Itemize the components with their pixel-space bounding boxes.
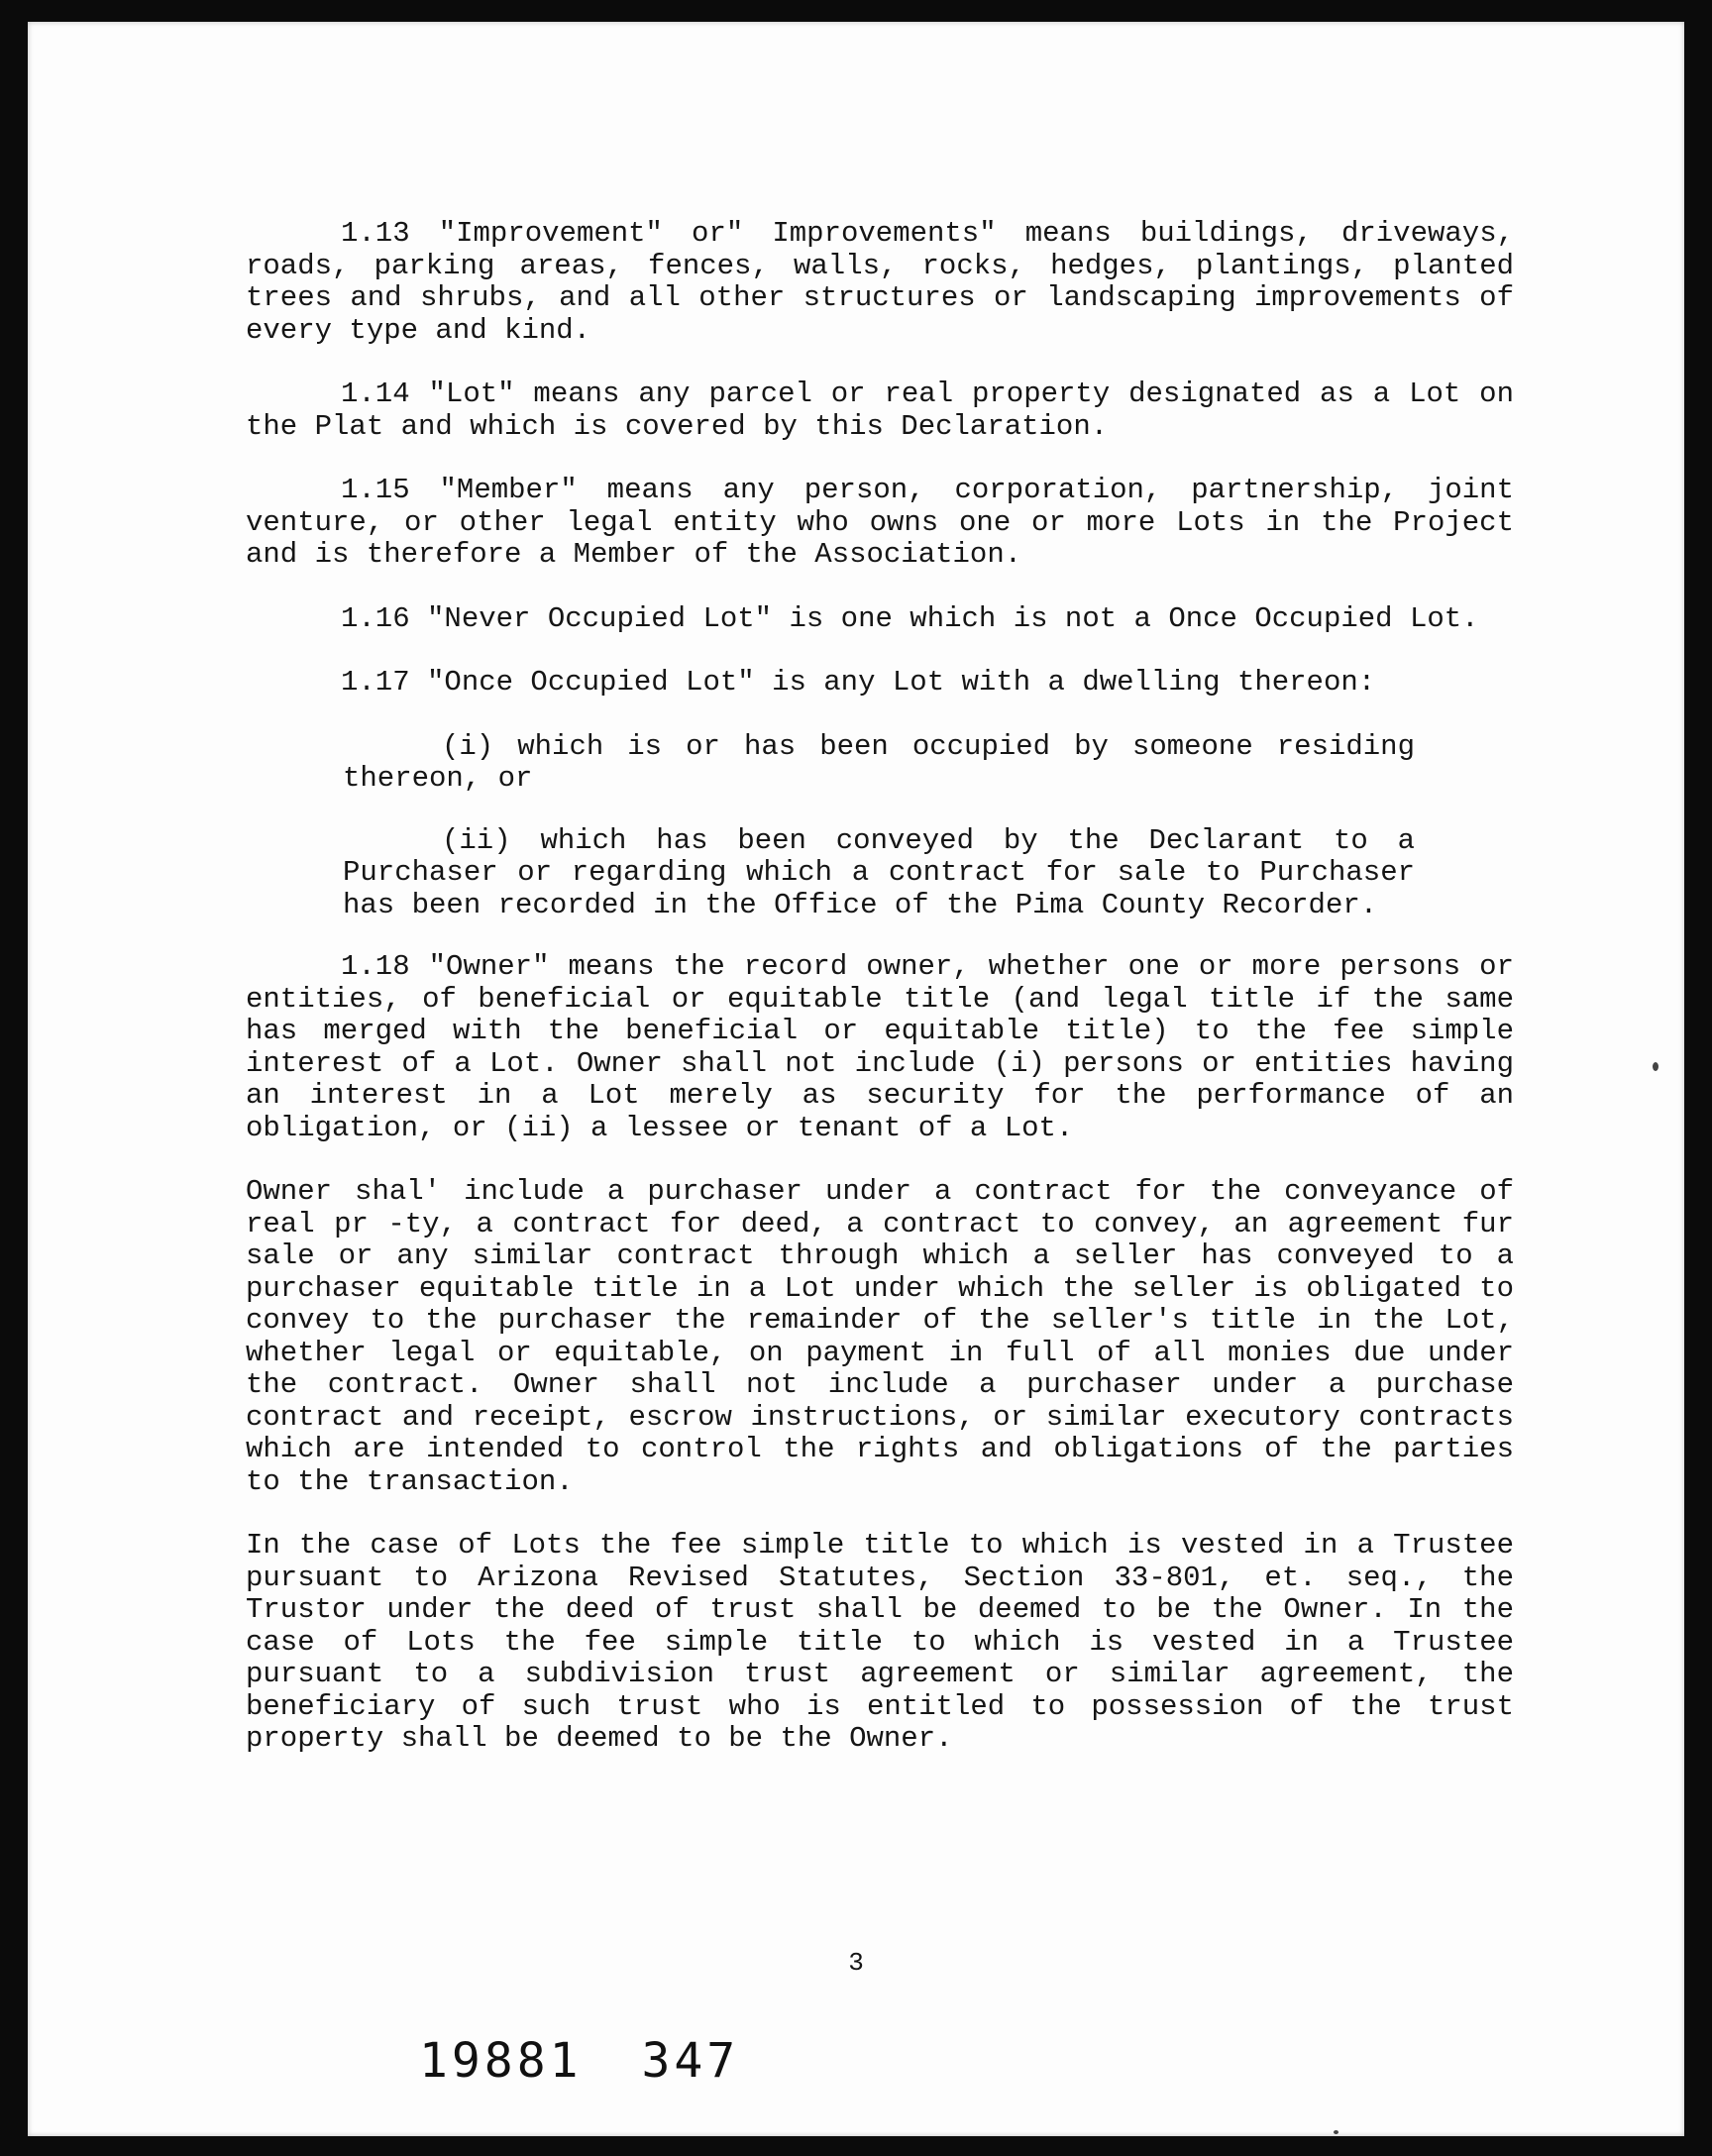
definition-1-18: 1.18 "Owner" means the record owner, whether one or more persons or entities, of beneficial or equitable title (and legal title if the same has merged with the beneficial or equitable title) to the fee simple interest of a Lot. Owner shall not include (i) persons or entities having an interest in a Lot merely as security for the performance of an obligation, or (ii) a lessee or tenant of a Lot. [246, 950, 1514, 1144]
scan-speck [1653, 1062, 1658, 1071]
definition-1-15: 1.15 "Member" means any person, corporation, partnership, joint venture, or other legal entity who owns one or more Lots in the Project and is therefore a Member of the Association. [246, 474, 1514, 571]
owner-paragraph-purchaser: Owner shal' include a purchaser under a contract for the conveyance of real pr -ty, a contract for deed, a contract to convey, an agreement fur sale or any similar contract through which a seller has conveyed to a purchaser equitable title in a Lot under which the seller is obligated to convey to the purchaser the remainder of the seller's title in the Lot, whether legal or equitable, on payment in full of all monies due under the contract. Owner shall not include a purchaser under a purchase contract and receipt, escrow instructions, or similar executory contracts which are intended to control the rights and obligations of the parties to the transaction. [246, 1175, 1514, 1498]
stamp-page-number: 347 [641, 2033, 740, 2089]
definition-1-17: 1.17 "Once Occupied Lot" is any Lot with a dwelling thereon: [341, 666, 1376, 699]
page-number: 3 [848, 1948, 864, 1978]
definition-1-17-item-i: (i) which is or has been occupied by someone residing thereon, or [343, 729, 1415, 795]
document-page [28, 22, 1684, 2136]
recording-stamp [419, 2033, 739, 2089]
definition-1-14: 1.14 "Lot" means any parcel or real property designated as a Lot on the Plat and which is covered by this Declaration. [246, 377, 1514, 443]
scan-speck [1334, 2130, 1338, 2134]
owner-paragraph-trustee: In the case of Lots the fee simple title to which is vested in a Trustee pursuant to Arizona Revised Statutes, Section 33-801, et. seq., the Trustor under the deed of trust shall be deemed to be the Owner. In the case of Lots the fee simple title to which is vested in a Trustee pursuant to a subdivision trust agreement or similar agreement, the beneficiary of such trust who is entitled to possession of the trust property shall be deemed to be the Owner. [246, 1529, 1514, 1755]
definition-1-13: 1.13 "Improvement" or" Improvements" means buildings, driveways, roads, parking areas, fences, walls, rocks, hedges, plantings, planted trees and shrubs, and all other structures or landscaping improvements of every type and kind. [246, 217, 1514, 347]
definition-1-17-item-ii: (ii) which has been conveyed by the Declarant to a Purchaser or regarding which a contract for sale to Purchaser has been recorded in the Office of the Pima County Recorder. [343, 823, 1415, 921]
definition-1-16: 1.16 "Never Occupied Lot" is one which is not a Once Occupied Lot. [341, 601, 1479, 635]
stamp-docket-number: 19881 [419, 2033, 583, 2089]
document-body [246, 218, 1514, 1787]
